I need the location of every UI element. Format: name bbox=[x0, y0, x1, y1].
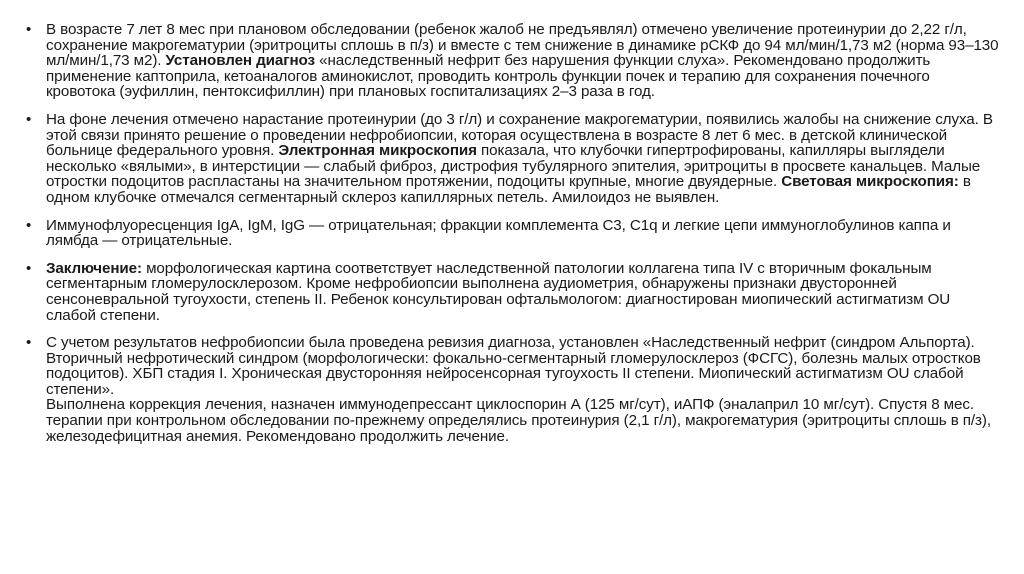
bullet-icon: • bbox=[26, 110, 32, 128]
bullet-icon: • bbox=[26, 259, 32, 277]
bullet-text bbox=[46, 261, 1001, 323]
bold-text-run: Электронная микроскопия bbox=[278, 142, 477, 160]
text-run: В возрасте 7 лет 8 мес при плановом обследовании (ребенок жалоб не предъявлял) отмечено увеличение протеинурии до 2,22 г/л, сохранение макрогематурии (эритроциты сплошь в п/з) и вместе с тем снижение в динамике рСКФ до 94 мл/мин/1,73 м2 (норма 93–130 мл/мин/1,73 м2). bbox=[46, 21, 999, 70]
bullet-icon: • bbox=[26, 21, 32, 38]
text-run: морфологическая картина соответствует наследственной патологии коллагена типа IV с вторичным фокальным сегментарным гломерулосклерозом. Кроме нефробиопсии выполнена аудиометрия, обнаружены признаки двусторонней сенсоневральной тугоухости, степень II. Ребенок консультирован офтальмологом: диагностирован миопический астигматизм OU слабой степени. bbox=[46, 259, 951, 324]
bullet-icon: • bbox=[26, 216, 32, 234]
text-run: «наследственный нефрит без нарушения функции слуха». Рекомендовано продолжить применение каптоприла, кетоаналогов аминокислот, проводить контроль функции почек и терапию для сохранения почечного кровотока (эуфиллин, пентоксифиллин) при плановых госпитализациях 2–3 раза в год. bbox=[46, 52, 931, 101]
bullet-item bbox=[26, 218, 1001, 249]
text-run: в одном клубочке отмечался сегментарный склероз капиллярных петель. Амилоидоз не выявлен. bbox=[46, 173, 971, 206]
text-run: Иммунофлуоресценция IgA, IgM, IgG — отрицательная; фракции комплемента С3, С1q и легкие цепи иммуноглобулинов каппа и лямбда — отрицательные. bbox=[46, 216, 951, 250]
bullet-list bbox=[26, 22, 1001, 456]
bullet-icon: • bbox=[26, 334, 32, 352]
bullet-text bbox=[46, 335, 1001, 444]
bullet-item bbox=[26, 112, 1001, 206]
bullet-text bbox=[46, 112, 1001, 206]
text-run: показала, что клубочки гипертрофированы, капилляры выглядели несколько «вялыми», в интерстиции — слабый фиброз, дистрофия тубулярного эпителия, эритроциты в просвете канальцев. Малые отростки подоцитов распластаны на значительном протяжении, подоциты крупные, многие двуядерные. bbox=[46, 142, 981, 191]
bold-text-run: Установлен диагноз bbox=[165, 52, 315, 70]
text-run: С учетом результатов нефробиопсии была проведена ревизия диагноза, установлен «Наследственный нефрит (синдром Альпорта). Вторичный нефротический синдром (морфологически: фокально-сегментарный гломерулосклероз (ФСГС), болезнь малых отростков подоцитов). ХБП стадия I. Хроническая двусторонняя нейросенсорная тугоухость II степени. Миопический астигматизм OU слабой степени». bbox=[46, 334, 981, 398]
bold-text-run: Световая микроскопия: bbox=[781, 173, 959, 191]
bullet-item bbox=[26, 261, 1001, 323]
text-run: На фоне лечения отмечено нарастание протеинурии (до 3 г/л) и сохранение макрогематурии, появились жалобы на снижение слуха. В этой связи принято решение о проведении нефробиопсии, которая осуществлена в возрасте 8 лет 6 мес. в детской клинической больнице федерального уровня. bbox=[46, 110, 993, 160]
bold-text-run: Заключение: bbox=[46, 259, 142, 277]
bullet-text bbox=[46, 22, 1001, 100]
bullet-item bbox=[26, 335, 1001, 444]
text-run: Выполнена коррекция лечения, назначен иммунодепрессант циклоспорин А (125 мг/сут), иАПФ (эналаприл 10 мг/сут). Спустя 8 мес. терапии при контрольном обследовании по-прежнему определялись протеинурия (2,1 г/л), макрогематурия (эритроциты сплошь в п/з), железодефицитная анемия. Рекомендовано продолжить лечение. bbox=[46, 396, 991, 445]
bullet-item bbox=[26, 22, 1001, 100]
bullet-text bbox=[46, 218, 1001, 249]
